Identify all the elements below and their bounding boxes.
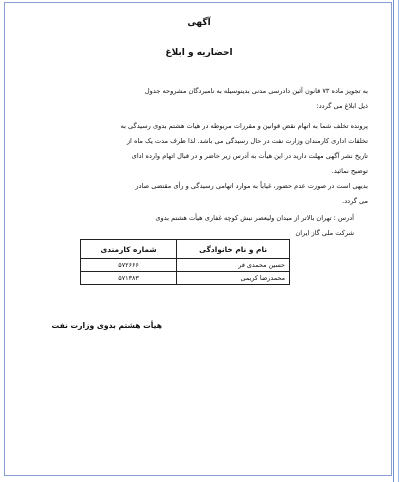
column-header-employee-number: شماره کارمندی [81,240,177,259]
issuer-signature: هیأت هشتم بدوی وزارت نفت [51,321,162,330]
table-header-row [81,240,290,259]
table-row [81,272,290,285]
cell-employee-number: ۵۷۱۳۸۳ [81,272,177,285]
cell-name: محمدرضا کریمی [177,272,290,285]
text-line: توضیح نمائید. [331,167,368,175]
notice-document [14,8,384,468]
address-line: آدرس : تهران بالاتر از میدان ولیعصر نبش کوچه غفاری هیأت هشتم بدوی [155,214,354,222]
address-line: شرکت ملی گاز ایران [295,229,354,237]
employee-table [80,239,290,285]
text-line: تاریخ نشر آگهی مهلت دارید در این هیأت به آدرس زیر حاضر و در قبال اتهام وارده ادای [131,152,368,160]
page-edge-line-outer [398,0,399,482]
table-row [81,259,290,272]
text-line: تخلفات اداری کارمندان وزارت نفت در حال رسیدگی می باشد. لذا ظرف مدت یک ماه از [126,137,368,145]
text-line: ذیل ابلاغ می گردد: [316,102,368,110]
text-line: به تجویز ماده ۷۳ قانون آئین دادرسی مدنی بدینوسیله به نامبردگان مشروحه جدول [144,87,368,95]
address-block [22,211,354,241]
text-line: می گردد. [342,197,368,205]
cell-employee-number: ۵۷۲۶۶۶ [81,259,177,272]
warning-paragraph [22,179,368,209]
notice-heading: آگهی [187,18,211,28]
body-paragraph [22,119,368,179]
column-header-name: نام و نام خانوادگی [177,240,290,259]
cell-name: حسین محمدی فر [177,259,290,272]
page-edge-line [393,0,394,482]
text-line: پرونده تخلف شما به اتهام نقض قوانین و مقررات مربوطه در هیات هشتم بدوی رسیدگی به [120,122,368,130]
notice-subheading: احضاریه و ابلاغ [165,48,233,58]
intro-paragraph [22,84,368,114]
text-line: بدیهی است در صورت عدم حضور، غیاباً به موارد اتهامی رسیدگی و رأی مقتضی صادر [135,182,368,190]
